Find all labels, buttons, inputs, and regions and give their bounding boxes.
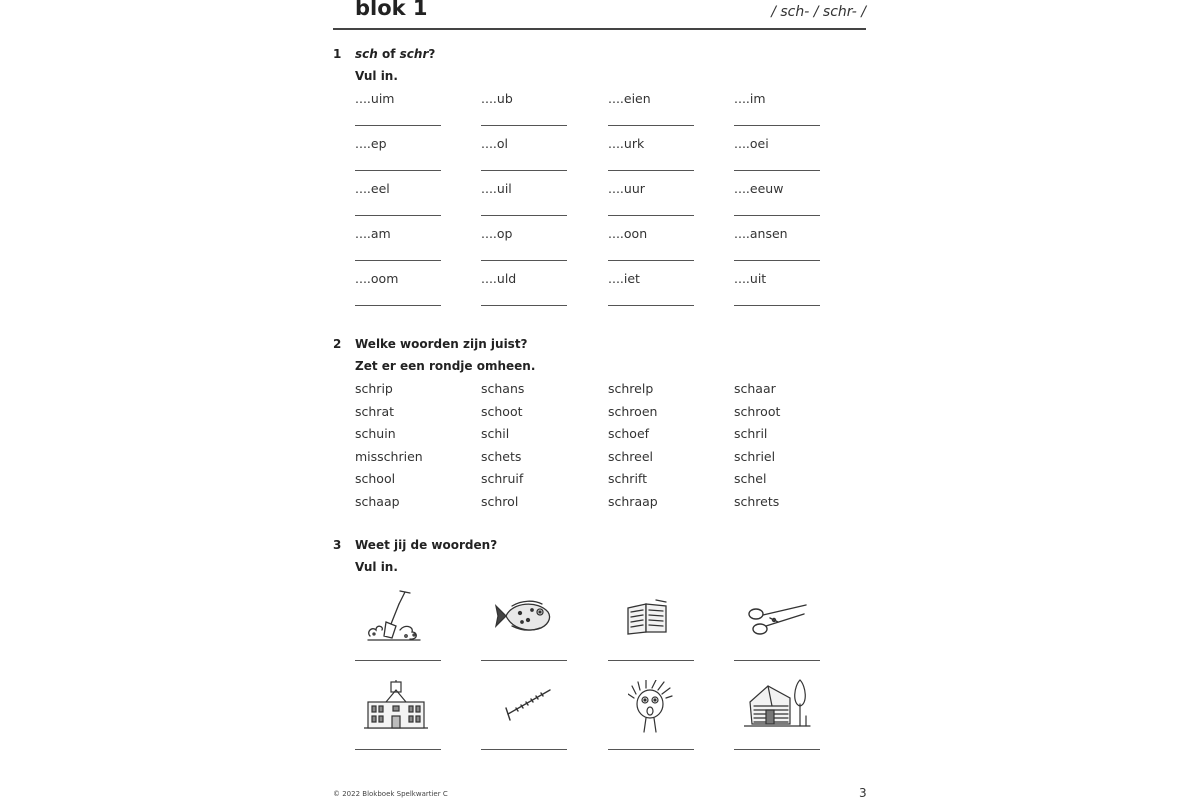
exercise-2-instruction: Zet er een rondje omheen. (355, 359, 536, 373)
fill-in-item (355, 136, 441, 151)
word-stem: ....eien (608, 91, 651, 106)
answer-line (355, 660, 441, 661)
answer-line (481, 305, 567, 306)
word-stem: ....ub (481, 91, 513, 106)
word-stem: ....uil (481, 181, 512, 196)
answer-line (608, 125, 694, 126)
fill-in-item (734, 91, 820, 106)
answer-line (355, 125, 441, 126)
scissors-icon (744, 602, 810, 638)
word-option: schraap (608, 493, 658, 509)
answer-line (734, 660, 820, 661)
word-stem: ....im (734, 91, 766, 106)
topic-subtitle: / sch- / schr- / (771, 4, 866, 20)
word-stem: ....ol (481, 136, 509, 151)
fill-in-item (608, 136, 694, 151)
notebook-icon (622, 598, 672, 638)
word-option: schrift (608, 471, 648, 486)
answer-line (481, 125, 567, 126)
word-option: schruif (481, 471, 524, 486)
fill-in-item (734, 271, 820, 286)
answer-line (608, 749, 694, 750)
word-option: schreel (608, 448, 654, 464)
word-option: schoot (481, 403, 523, 419)
word-option: schroot (734, 403, 781, 419)
word-option: schril (734, 426, 768, 441)
word-stem: ....oon (608, 226, 648, 241)
word-stem: ....uim (355, 91, 395, 106)
word-stem: ....am (355, 226, 391, 241)
exercise-1-question: sch of schr? (355, 47, 436, 61)
answer-line (734, 749, 820, 750)
word-stem: ....oei (734, 136, 769, 151)
exercise-2-question: Welke woorden zijn juist? (355, 337, 528, 351)
answer-line (481, 660, 567, 661)
answer-line (481, 260, 567, 261)
block-title: blok 1 (355, 0, 428, 20)
fill-in-item (355, 271, 441, 286)
shed-icon (744, 676, 812, 732)
fill-in-item (608, 271, 694, 286)
word-stem: ....op (481, 226, 513, 241)
exercise-3-number: 3 (333, 538, 342, 552)
word-stem: ....iet (608, 271, 640, 286)
word-stem: ....uld (481, 271, 517, 286)
answer-line (734, 125, 820, 126)
exercise-3-question: Weet jij de woorden? (355, 538, 498, 552)
word-option: schrip (355, 381, 393, 396)
answer-line (355, 749, 441, 750)
answer-line (608, 660, 694, 661)
answer-line (608, 260, 694, 261)
fill-in-item (734, 181, 820, 196)
word-option: schets (481, 448, 522, 464)
word-option: schil (481, 426, 510, 441)
word-option: schrets (734, 493, 780, 509)
answer-line (355, 215, 441, 216)
fill-in-item (481, 91, 567, 106)
word-stem: ....uit (734, 271, 767, 286)
exercise-3-instruction: Vul in. (355, 560, 398, 574)
school-building-icon (362, 680, 430, 732)
word-option: schrat (355, 403, 395, 419)
shovel-icon (362, 586, 426, 646)
answer-line (734, 305, 820, 306)
fill-in-item (734, 136, 820, 151)
word-option: schroen (608, 403, 658, 419)
fill-in-item (734, 226, 820, 241)
fill-in-item (481, 271, 567, 286)
word-stem: ....uur (608, 181, 645, 196)
answer-line (481, 215, 567, 216)
fill-in-item (355, 91, 441, 106)
word-option: schriel (734, 448, 776, 464)
answer-line (608, 305, 694, 306)
word-option: schrelp (608, 381, 654, 396)
exercise-1-instruction: Vul in. (355, 69, 398, 83)
word-stem: ....ansen (734, 226, 788, 241)
word-option: schaar (734, 381, 776, 396)
answer-line (734, 215, 820, 216)
fill-in-item (608, 91, 694, 106)
exercise-1-number: 1 (333, 47, 342, 61)
answer-line (355, 305, 441, 306)
word-stem: ....oom (355, 271, 399, 286)
flatfish-icon (492, 596, 556, 636)
fill-in-item (481, 181, 567, 196)
answer-line (481, 749, 567, 750)
header-rule (333, 28, 866, 30)
fill-in-item (608, 181, 694, 196)
exercise-2-number: 2 (333, 337, 342, 351)
word-option: school (355, 471, 396, 486)
fill-in-item (608, 226, 694, 241)
answer-line (734, 170, 820, 171)
answer-line (608, 215, 694, 216)
word-option: schuin (355, 426, 396, 441)
answer-line (355, 170, 441, 171)
word-option: schans (481, 381, 525, 396)
word-stem: ....ep (355, 136, 387, 151)
word-stem: ....eeuw (734, 181, 784, 196)
word-option: misschrien (355, 448, 423, 464)
screw-icon (498, 688, 554, 724)
answer-line (481, 170, 567, 171)
answer-line (355, 260, 441, 261)
copyright-footer: © 2022 Blokboek Spelkwartier C (333, 790, 448, 798)
page-number: 3 (859, 786, 867, 800)
word-stem: ....eel (355, 181, 390, 196)
fill-in-item (481, 136, 567, 151)
word-option: schel (734, 471, 767, 486)
word-option: schoef (608, 426, 650, 441)
answer-line (608, 170, 694, 171)
fill-in-item (355, 226, 441, 241)
word-option: schrol (481, 493, 519, 509)
fill-in-item (481, 226, 567, 241)
word-option: schaap (355, 493, 400, 509)
word-stem: ....urk (608, 136, 645, 151)
scared-face-icon (628, 680, 674, 734)
fill-in-item (355, 181, 441, 196)
answer-line (734, 260, 820, 261)
